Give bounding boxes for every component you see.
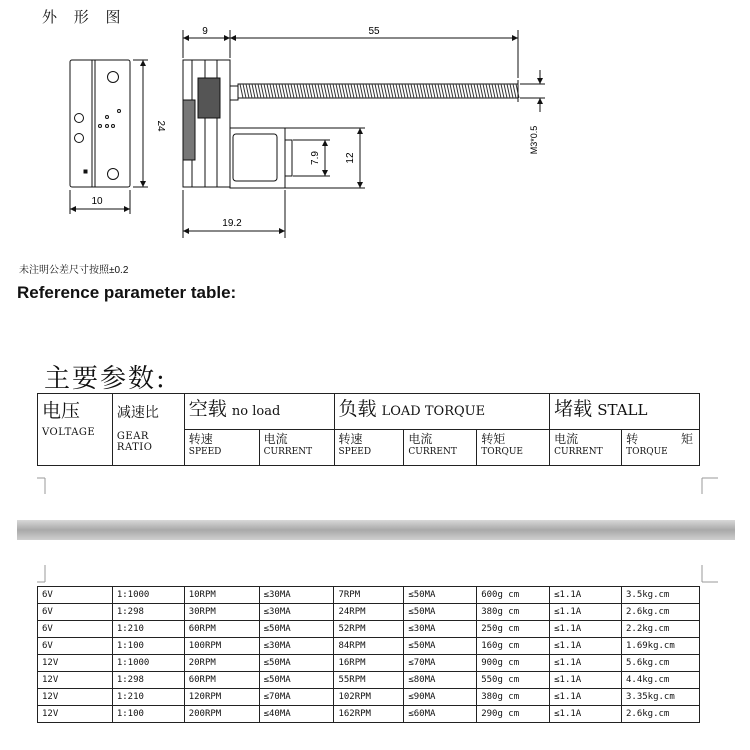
load-torque-cell: 160g cm bbox=[477, 638, 550, 655]
noload-speed-cell: 10RPM bbox=[184, 587, 259, 604]
voltage-cell: 6V bbox=[38, 587, 113, 604]
noload-speed-cell: 60RPM bbox=[184, 672, 259, 689]
reference-table-title: Reference parameter table: bbox=[17, 283, 237, 302]
voltage-cell: 6V bbox=[38, 638, 113, 655]
table-row bbox=[38, 604, 700, 621]
dim-12: 12 bbox=[345, 152, 356, 164]
load-torque-cell: 290g cm bbox=[477, 706, 550, 723]
noload-current-cell: ≤50MA bbox=[259, 655, 334, 672]
dim-9: 9 bbox=[202, 26, 208, 37]
stall-torque-header: 转 矩 TORQUE bbox=[622, 430, 700, 466]
stall-torque-cell: 2.6kg.cm bbox=[622, 604, 700, 621]
noload-current-cell: ≤50MA bbox=[259, 621, 334, 638]
stall-torque-cell: 1.69kg.cm bbox=[622, 638, 700, 655]
noload-current-cell: ≤40MA bbox=[259, 706, 334, 723]
table-row bbox=[38, 621, 700, 638]
load-current-cell: ≤90MA bbox=[404, 689, 477, 706]
load-current-cell: ≤50MA bbox=[404, 604, 477, 621]
params-title: 主要参数: bbox=[44, 364, 167, 394]
params-data-table bbox=[37, 586, 700, 723]
tolerance-note: 未注明公差尺寸按照±0.2 bbox=[19, 265, 129, 276]
dim-10: 10 bbox=[91, 196, 103, 207]
gear-ratio-header: 减速比 GEAR RATIO bbox=[112, 394, 184, 466]
noload-current-cell: ≤30MA bbox=[259, 587, 334, 604]
load-torque-sub-header: 转矩 TORQUE bbox=[477, 430, 550, 466]
stall-torque-cell: 2.6kg.cm bbox=[622, 706, 700, 723]
stall-current-cell: ≤1.1A bbox=[550, 689, 622, 706]
stall-header: 堵载 STALL bbox=[550, 394, 700, 430]
gear-ratio-cell: 1:210 bbox=[112, 621, 184, 638]
params-header-table bbox=[37, 393, 700, 466]
voltage-cell: 12V bbox=[38, 672, 113, 689]
stall-current-cell: ≤1.1A bbox=[550, 706, 622, 723]
load-torque-cell: 250g cm bbox=[477, 621, 550, 638]
no-load-header: 空载 no load bbox=[184, 394, 334, 430]
load-speed-cell: 24RPM bbox=[334, 604, 404, 621]
load-speed-cell: 55RPM bbox=[334, 672, 404, 689]
side-view bbox=[183, 60, 292, 188]
voltage-cell: 6V bbox=[38, 621, 113, 638]
noload-current-cell: ≤30MA bbox=[259, 638, 334, 655]
load-speed-header: 转速 SPEED bbox=[334, 430, 404, 466]
voltage-header: 电压 VOLTAGE bbox=[38, 394, 113, 466]
dim-thread: M3*0.5 bbox=[529, 125, 539, 155]
table-row bbox=[38, 672, 700, 689]
noload-speed-cell: 20RPM bbox=[184, 655, 259, 672]
load-current-cell: ≤60MA bbox=[404, 706, 477, 723]
noload-speed-cell: 200RPM bbox=[184, 706, 259, 723]
dim-19-2: 19.2 bbox=[222, 218, 242, 229]
stall-current-cell: ≤1.1A bbox=[550, 604, 622, 621]
stall-current-cell: ≤1.1A bbox=[550, 587, 622, 604]
dim-7-9: 7.9 bbox=[310, 151, 321, 165]
gear-ratio-cell: 1:298 bbox=[112, 604, 184, 621]
stall-torque-cell: 4.4kg.cm bbox=[622, 672, 700, 689]
load-current-header: 电流 CURRENT bbox=[404, 430, 477, 466]
table-row bbox=[38, 689, 700, 706]
noload-speed-header: 转速 SPEED bbox=[184, 430, 259, 466]
noload-current-cell: ≤70MA bbox=[259, 689, 334, 706]
stall-torque-cell: 5.6kg.cm bbox=[622, 655, 700, 672]
load-current-cell: ≤50MA bbox=[404, 587, 477, 604]
stall-current-header: 电流 CURRENT bbox=[550, 430, 622, 466]
noload-current-cell: ≤30MA bbox=[259, 604, 334, 621]
dim-24: 24 bbox=[155, 120, 166, 132]
gear-ratio-cell: 1:210 bbox=[112, 689, 184, 706]
load-current-cell: ≤50MA bbox=[404, 638, 477, 655]
stall-current-cell: ≤1.1A bbox=[550, 672, 622, 689]
stall-current-cell: ≤1.1A bbox=[550, 621, 622, 638]
noload-current-cell: ≤50MA bbox=[259, 672, 334, 689]
stall-torque-cell: 3.5kg.cm bbox=[622, 587, 700, 604]
voltage-cell: 12V bbox=[38, 655, 113, 672]
load-speed-cell: 84RPM bbox=[334, 638, 404, 655]
load-speed-cell: 52RPM bbox=[334, 621, 404, 638]
table-row bbox=[38, 638, 700, 655]
page-separator-band bbox=[17, 520, 735, 540]
noload-speed-cell: 30RPM bbox=[184, 604, 259, 621]
load-speed-cell: 16RPM bbox=[334, 655, 404, 672]
table-row bbox=[38, 587, 700, 604]
load-torque-cell: 550g cm bbox=[477, 672, 550, 689]
noload-speed-cell: 120RPM bbox=[184, 689, 259, 706]
gear-ratio-cell: 1:298 bbox=[112, 672, 184, 689]
stall-torque-cell: 2.2kg.cm bbox=[622, 621, 700, 638]
noload-current-header: 电流 CURRENT bbox=[259, 430, 334, 466]
load-current-cell: ≤80MA bbox=[404, 672, 477, 689]
load-torque-cell: 380g cm bbox=[477, 604, 550, 621]
load-torque-cell: 380g cm bbox=[477, 689, 550, 706]
voltage-cell: 12V bbox=[38, 706, 113, 723]
drawing-title: 外 形 图 bbox=[42, 8, 127, 26]
noload-speed-cell: 60RPM bbox=[184, 621, 259, 638]
load-current-cell: ≤70MA bbox=[404, 655, 477, 672]
load-torque-cell: 600g cm bbox=[477, 587, 550, 604]
noload-speed-cell: 100RPM bbox=[184, 638, 259, 655]
gear-ratio-cell: 1:1000 bbox=[112, 655, 184, 672]
stall-current-cell: ≤1.1A bbox=[550, 655, 622, 672]
gear-ratio-cell: 1:100 bbox=[112, 638, 184, 655]
stall-current-cell: ≤1.1A bbox=[550, 638, 622, 655]
load-speed-cell: 7RPM bbox=[334, 587, 404, 604]
load-speed-cell: 102RPM bbox=[334, 689, 404, 706]
voltage-cell: 6V bbox=[38, 604, 113, 621]
table-row bbox=[38, 706, 700, 723]
gear-ratio-cell: 1:100 bbox=[112, 706, 184, 723]
load-torque-header: 负载 LOAD TORQUE bbox=[334, 394, 550, 430]
stall-torque-cell: 3.35kg.cm bbox=[622, 689, 700, 706]
load-torque-cell: 900g cm bbox=[477, 655, 550, 672]
load-current-cell: ≤30MA bbox=[404, 621, 477, 638]
table-row bbox=[38, 655, 700, 672]
voltage-cell: 12V bbox=[38, 689, 113, 706]
dim-55: 55 bbox=[368, 26, 380, 37]
load-speed-cell: 162RPM bbox=[334, 706, 404, 723]
outline-drawing bbox=[0, 0, 750, 260]
gear-ratio-cell: 1:1000 bbox=[112, 587, 184, 604]
front-view bbox=[70, 60, 130, 187]
